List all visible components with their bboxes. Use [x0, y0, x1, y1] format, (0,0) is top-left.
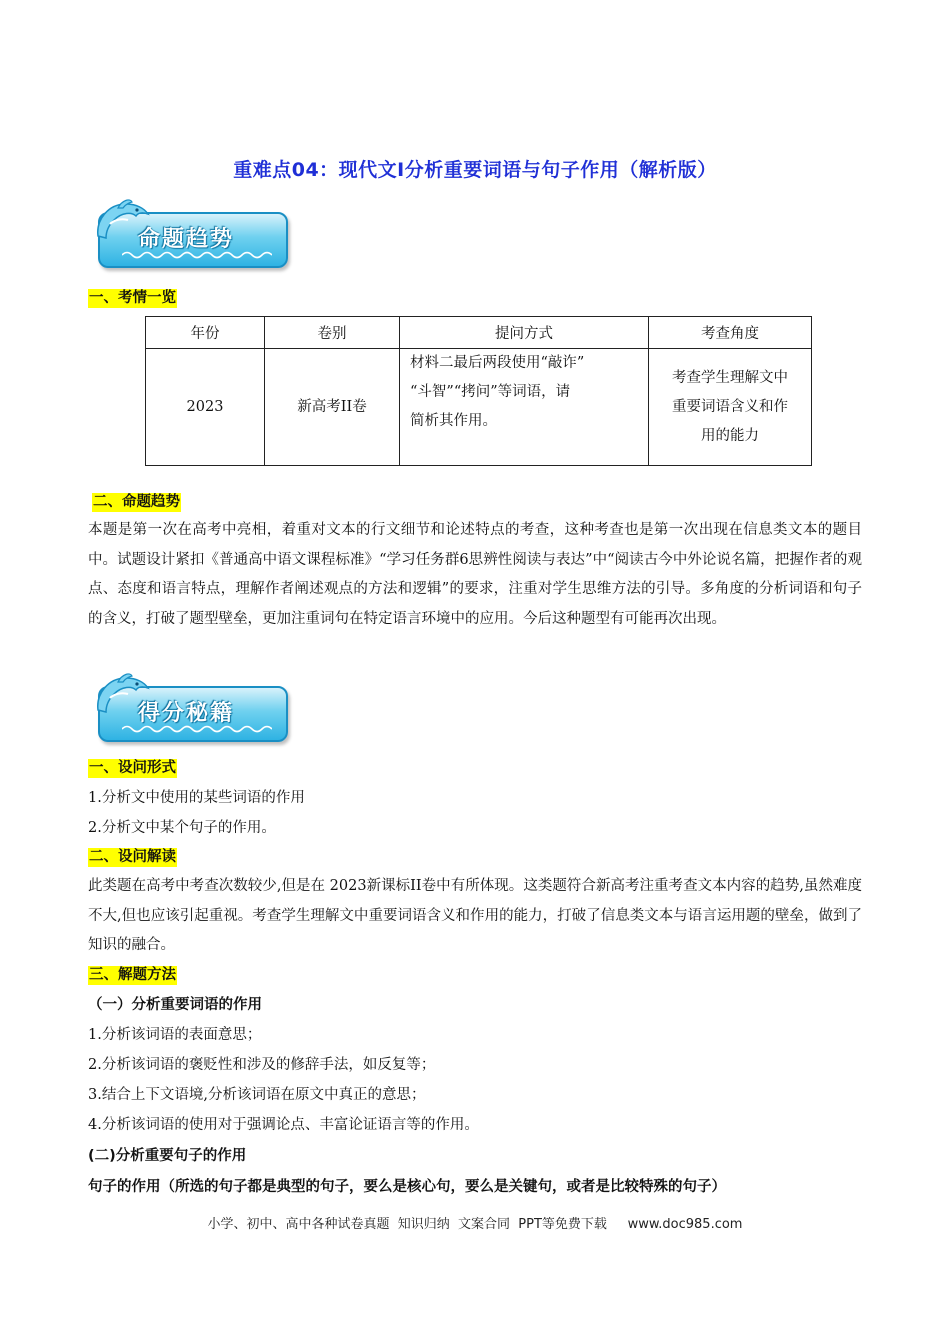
question-line: “斗智”“拷问”等词语，请 — [410, 384, 571, 400]
method-subheading-sentences: (二)分析重要句子的作用 — [88, 1148, 247, 1164]
method-subheading-words: （一）分析重要词语的作用 — [88, 997, 262, 1013]
interpretation-paragraph: 此类题在高考中考查次数较少,但是在 2023新课标II卷中有所体现。这类题符合新高考注重考查文本内容的趋势,虽然难度不大,但也应该引起重视。考查学生理解文中重要词语含义和作用的能力，打破了信息类文本与语言运用题的壁垒，做到了知识的融合。 — [88, 878, 862, 954]
section-heading-trend: 二、命题趋势 — [93, 494, 180, 510]
method-step: 2.分析该词语的褒贬性和涉及的修辞手法，如反复等； — [88, 1057, 436, 1073]
banner-label: 得分秘籍 — [138, 701, 235, 726]
wave-decoration — [122, 724, 272, 734]
angle-line: 考查学生理解文中 — [672, 369, 788, 386]
method-step: 3.结合上下文语境,分析该词语在原文中真正的意思； — [88, 1087, 426, 1103]
sentence-role-line: 句子的作用（所选的句子都是典型的句子，要么是核心句，要么是关键句，或者是比较特殊的句子） — [88, 1179, 726, 1195]
table-header: 考查角度 — [649, 317, 812, 349]
wave-decoration — [122, 250, 272, 260]
section-heading-overview: 一、考情一览 — [89, 290, 176, 306]
question-form-item: 2.分析文中某个句子的作用。 — [88, 820, 276, 836]
section-heading-method: 三、解题方法 — [89, 967, 176, 983]
exam-overview-table — [145, 316, 812, 466]
section-heading-question-form: 一、设问形式 — [89, 760, 176, 776]
angle-line: 用的能力 — [701, 427, 759, 444]
trend-paragraph: 本题是第一次在高考中亮相，着重对文本的行文细节和论述特点的考查，这种考查也是第一次出现在信息类文本的题目中。试题设计紧扣《普通高中语文课程标准》“学习任务群6思辨性阅读与表达”中“阅读古今中外论说名篇，把握作者的观点、态度和语言特点，理解作者阐述观点的方法和逻辑”的要求，注重对学生思维方法的引导。多角度的分析词语和句子的含义，打破了题型壁垒，更加注重词句在特定语言环境中的应用。今后这种题型有可能再次出现。 — [88, 522, 862, 627]
table-cell-angle — [649, 349, 812, 466]
angle-line: 重要词语含义和作 — [672, 398, 788, 415]
question-line: 材料二最后两段使用“敲诈” — [410, 355, 585, 371]
table-cell-paper: 新高考II卷 — [265, 349, 400, 466]
table-header-row — [146, 317, 812, 349]
table-header: 年份 — [146, 317, 265, 349]
banner-tips — [92, 672, 288, 742]
method-step: 1.分析该词语的表面意思； — [88, 1027, 262, 1043]
page-title: 重难点04：现代文I分析重要词语与句子作用（解析版） — [233, 159, 717, 181]
page-footer: 小学、初中、高中各种试卷真题 知识归纳 文案合同 PPT等免费下载 www.doc985.com — [207, 1217, 743, 1232]
table-header: 卷别 — [265, 317, 400, 349]
banner-label: 命题趋势 — [138, 227, 235, 252]
section-heading-interpretation: 二、设问解读 — [89, 849, 176, 865]
question-form-item: 1.分析文中使用的某些词语的作用 — [88, 790, 305, 806]
table-cell-question — [400, 349, 649, 466]
table-cell-year: 2023 — [146, 349, 265, 466]
table-header: 提问方式 — [400, 317, 649, 349]
table-row — [146, 349, 812, 466]
method-step: 4.分析该词语的使用对于强调论点、丰富论证语言等的作用。 — [88, 1117, 479, 1133]
question-line: 简析其作用。 — [410, 413, 497, 429]
banner-trend — [92, 198, 288, 268]
